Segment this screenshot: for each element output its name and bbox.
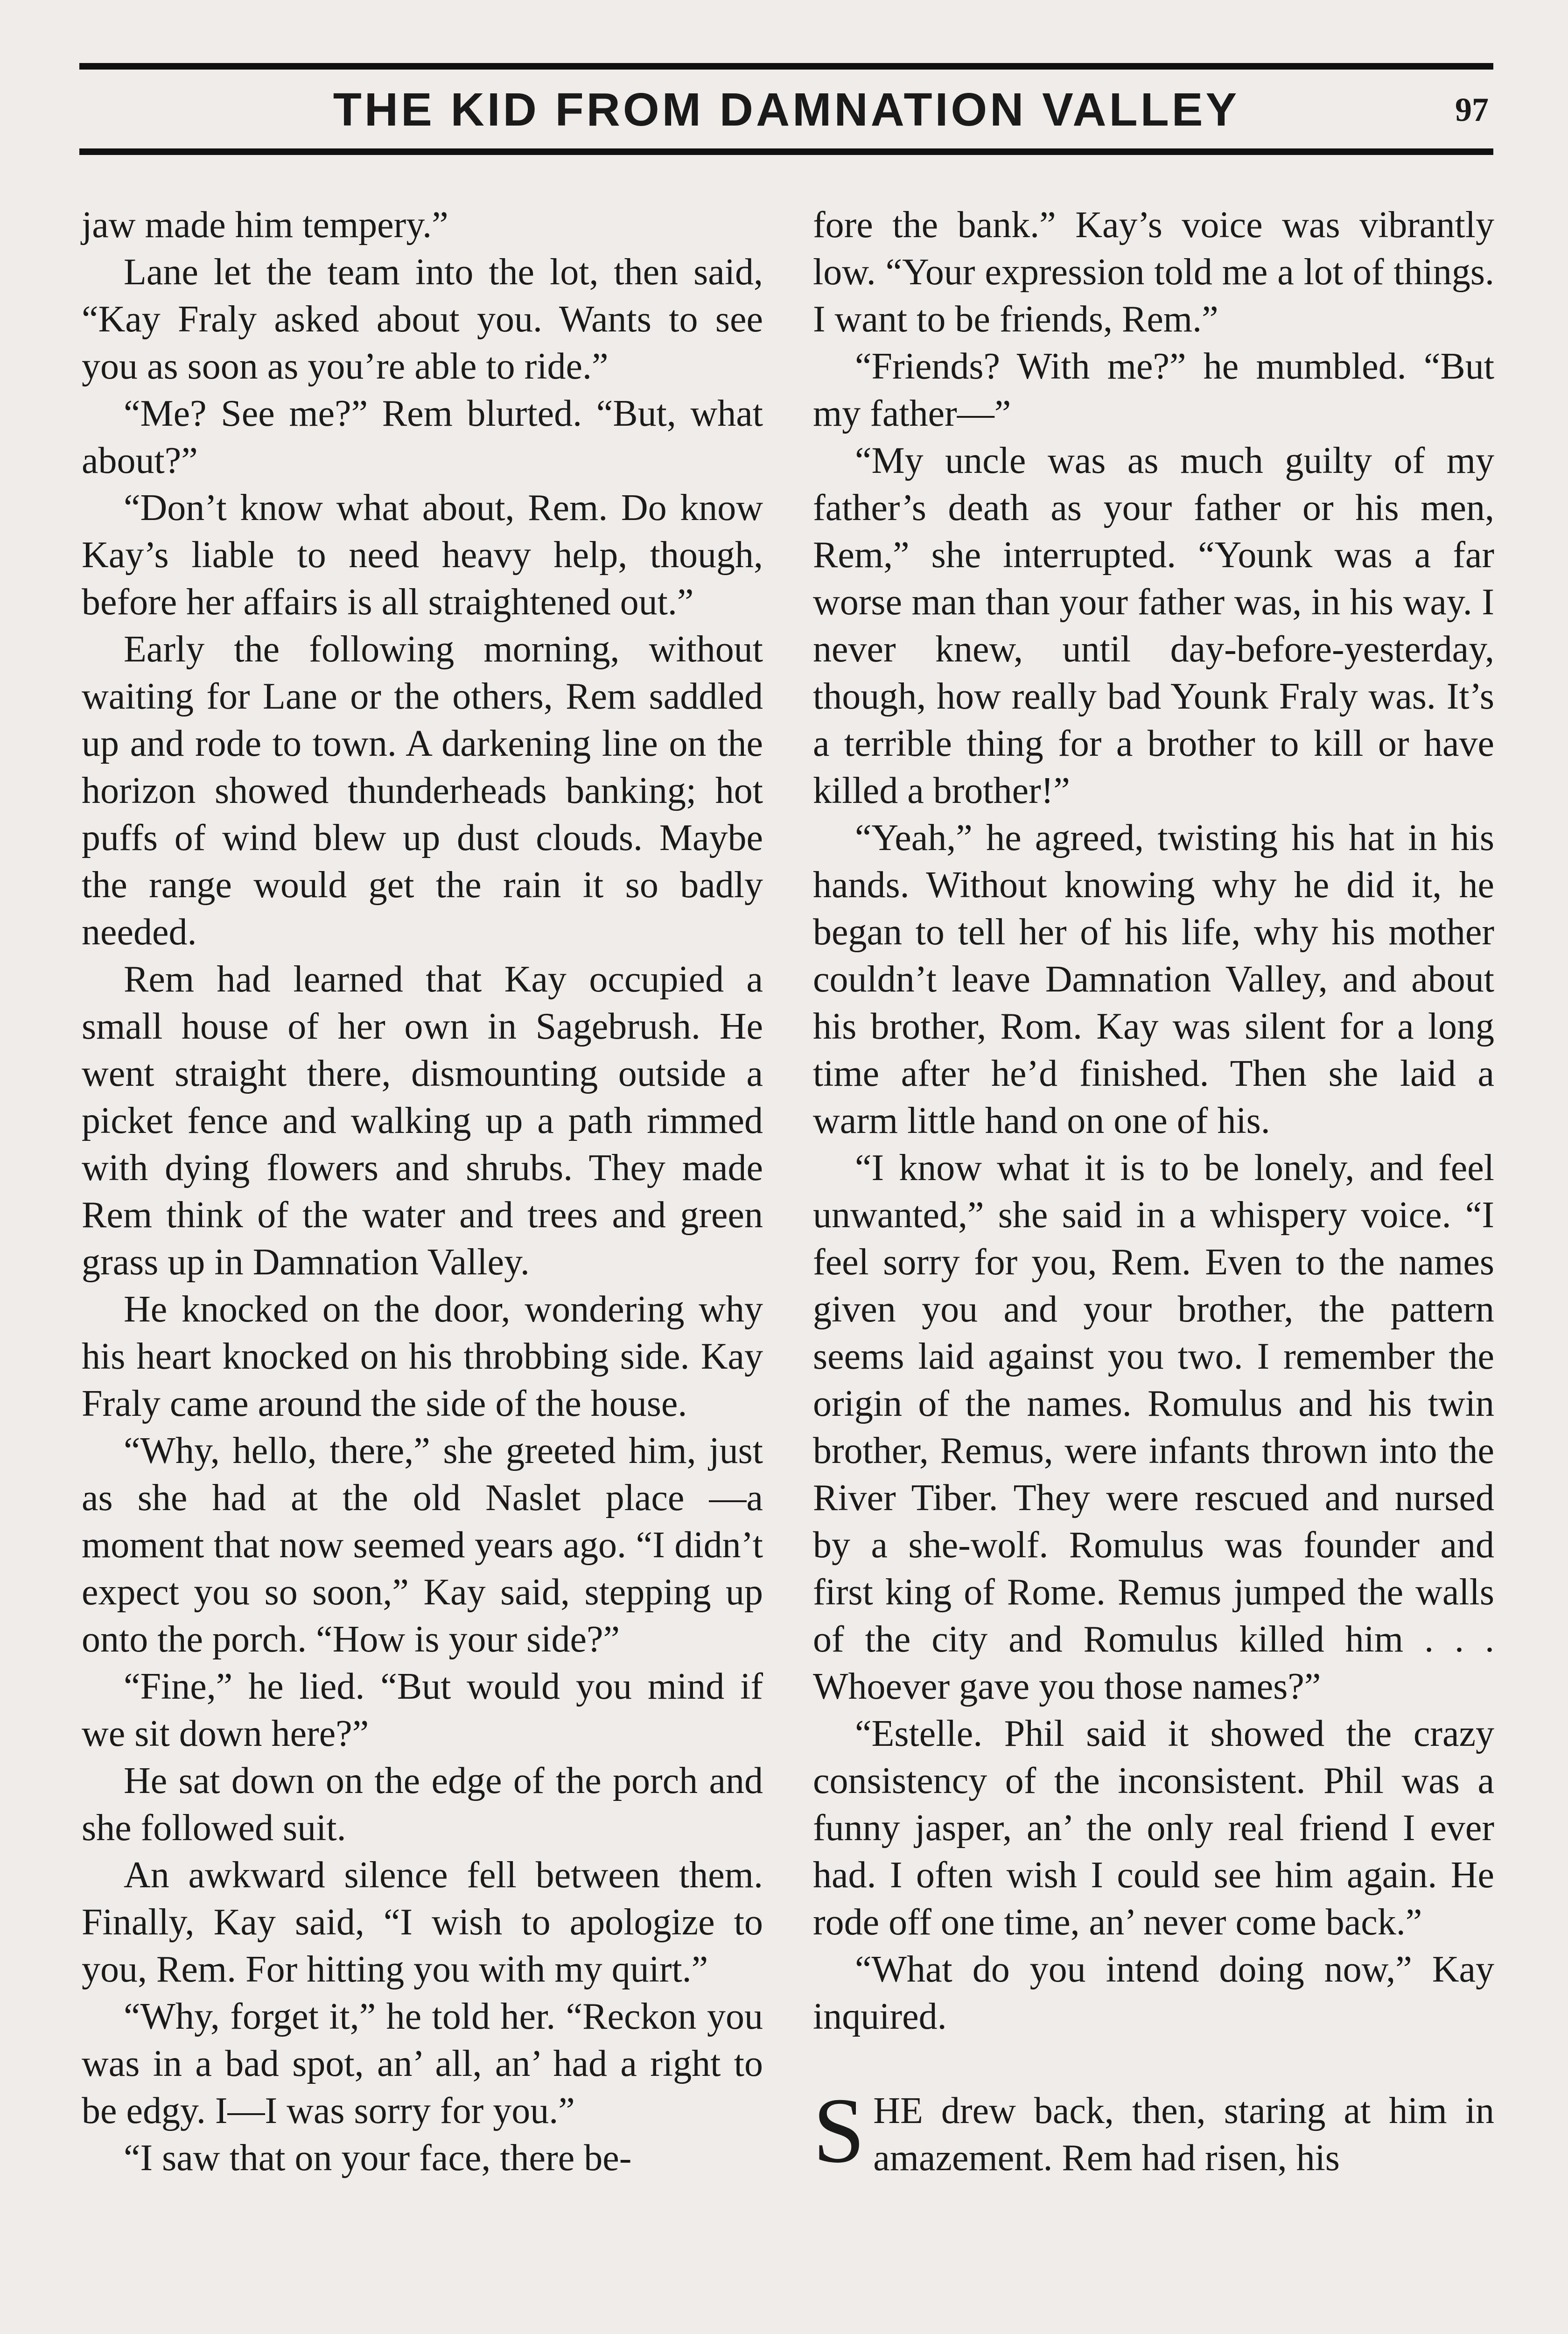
paragraph: Rem had learned that Kay occupied a small house of her own in Sagebrush. He went straight there, dismounting outside a picket fence and walking up a path rimmed with dying flowers and shrubs. They made Rem think of the water and trees and green grass up in Damnation Valley. [82,959,763,1283]
right-column [813,202,1494,2182]
paragraph: “What do you intend doing now,” Kay inquired. [813,1949,1494,2037]
page-number: 97 [1455,91,1489,128]
section-opening-text: HE drew back, then, staring at him in amazement. Rem had risen, his [873,2090,1494,2179]
paragraph: He sat down on the edge of the porch and she followed suit. [82,1760,763,1849]
paragraph: “Fine,” he lied. “But would you mind if we sit down here?” [82,1666,763,1754]
section-opening-paragraph [813,2079,1494,2182]
paragraph: “Friends? With me?” he mumbled. “But my father—” [813,346,1494,434]
running-title: THE KID FROM DAMNATION VALLEY [333,84,1240,136]
paragraph: “Estelle. Phil said it showed the crazy consistency of the inconsistent. Phil was a funny jasper, an’ the only real friend I ever had. I often wish I could see him again. He rode off one time, an’ never come back.” [813,1713,1494,1943]
paragraph: “Why, forget it,” he told her. “Reckon you was in a bad spot, an’ all, an’ had a right to be edgy. I—I was sorry for you.” [82,1996,763,2131]
paragraph: “Yeah,” he agreed, twisting his hat in his hands. Without knowing why he did it, he began to tell her of his life, why his mother couldn’t leave Damnation Valley, and about his brother, Rom. Kay was silent for a long time after he’d finished. Then she laid a warm little hand on one of his. [813,817,1494,1141]
paragraph: An awkward silence fell between them. Finally, Kay said, “I wish to apologize to you, Rem. For hitting you with my quirt.” [82,1855,763,1990]
header-top-rule [79,63,1493,70]
paragraph: “Why, hello, there,” she greeted him, just as she had at the old Naslet place —a moment that now seemed years ago. “I didn’t expect you so soon,” Kay said, stepping up onto the porch. “How is your side?” [82,1430,763,1660]
paragraph: He knocked on the door, wondering why his heart knocked on his throbbing side. Kay Fraly came around the side of the house. [82,1289,763,1424]
paragraph: Lane let the team into the lot, then said, “Kay Fraly asked about you. Wants to see you as soon as you’re able to ride.” [82,252,763,387]
paragraph: Early the following morning, without waiting for Lane or the others, Rem saddled up and rode to town. A darkening line on the horizon showed thunderheads banking; hot puffs of wind blew up dust clouds. Maybe the range would get the rain it so badly needed. [82,629,763,953]
paragraph: “Me? See me?” Rem blurted. “But, what about?” [82,393,763,481]
left-column [82,202,763,2182]
paragraph: “I saw that on your face, there be- [124,2137,632,2179]
paragraph: “Don’t know what about, Rem. Do know Kay’s liable to need heavy help, though, before her affairs is all straightened out.” [82,487,763,623]
paragraph: “I know what it is to be lonely, and feel unwanted,” she said in a whispery voice. “I feel sorry for you, Rem. Even to the names given you and your brother, the pattern seems laid against you two. I remember the origin of the names. Romulus and his twin brother, Remus, were infants thrown into the River Tiber. They were rescued and nursed by a she-wolf. Romulus was founder and first king of Rome. Remus jumped the walls of the city and Romulus killed him . . . Whoever gave you those names?” [813,1147,1494,1707]
paragraph: “My uncle was as much guilty of my father’s death as your father or his men, Rem,” she interrupted. “Younk was a far worse man than your father was, in his way. I never knew, until day-before-yesterday, though, how really bad Younk Fraly was. It’s a terrible thing for a brother to kill or have killed a brother!” [813,440,1494,811]
drop-cap: S [813,2079,865,2182]
paragraph: jaw made him tempery.” [82,204,448,246]
header-bottom-rule [79,148,1493,155]
paragraph: fore the bank.” Kay’s voice was vibrantly low. “Your expression told me a lot of things. I want to be friends, Rem.” [813,204,1494,340]
